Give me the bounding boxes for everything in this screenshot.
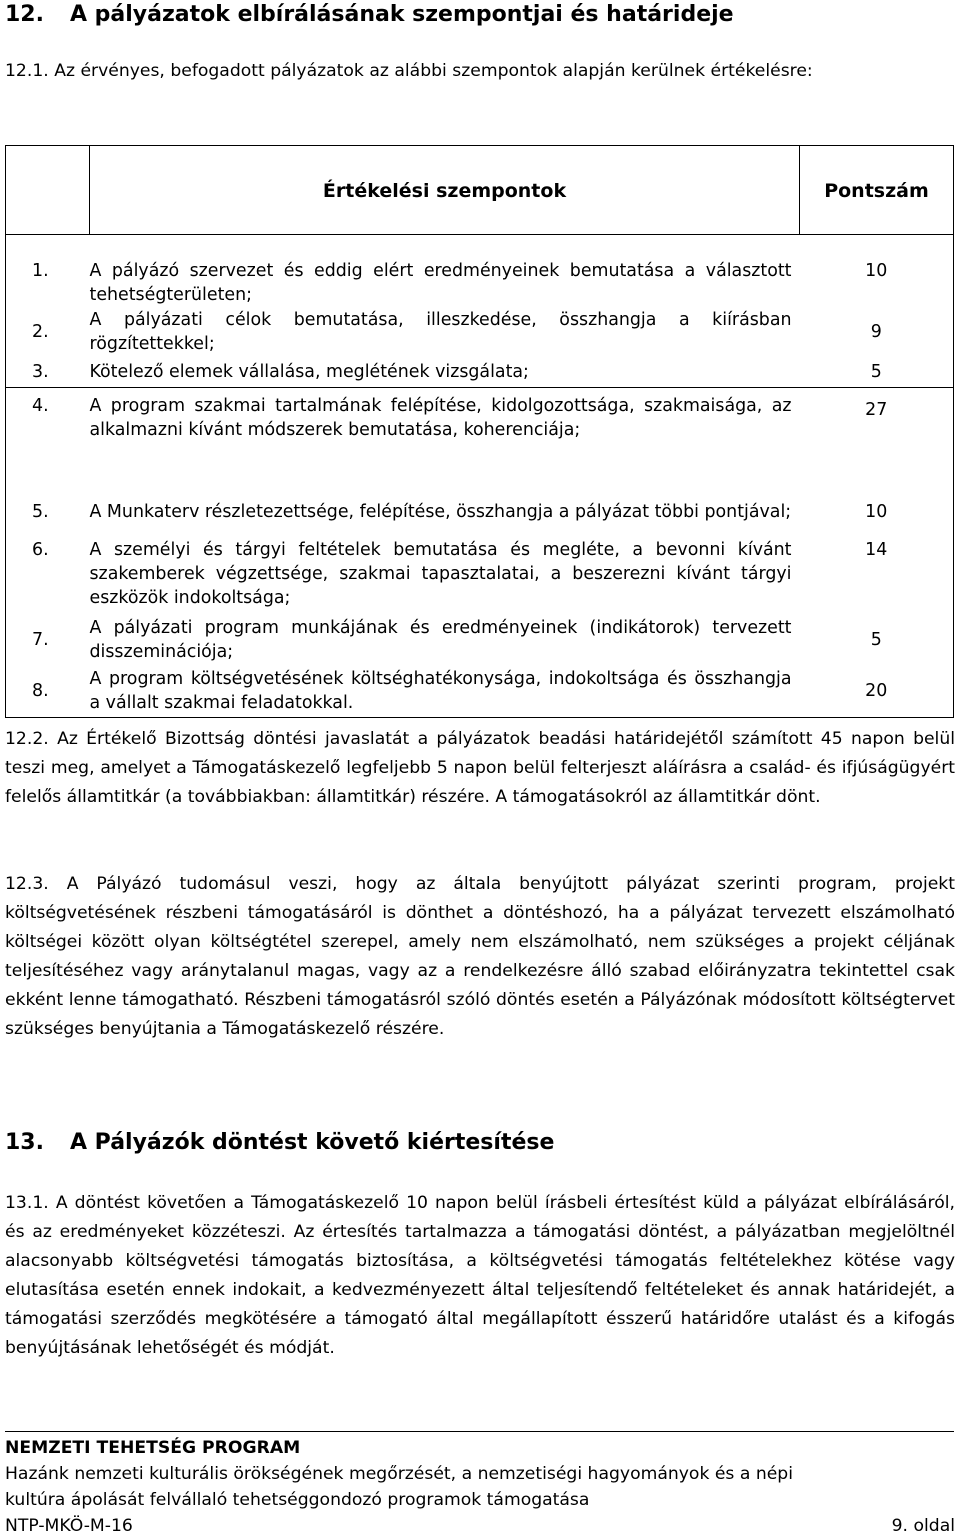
row-criteria: A Munkaterv részletezettsége, felépítése, összhangja a pályázat többi pontjával; xyxy=(89,501,792,522)
paragraph-12-2: 12.2. Az Értékelő Bizottság döntési javaslatát a pályázatok beadási határidejétől számított 45 napon belül teszi meg, amelyet a Támogatáskezelő legfeljebb 5 napon belül felterjeszt aláírásra a család- és ifjúságügyért felelős államtitkár (a továbbiakban: államtitkár) részére. A támogatásokról az államtitkár dönt. xyxy=(5,729,955,807)
footer-line-2: kultúra ápolását felvállaló tehetséggondozó programok támogatása xyxy=(5,1490,590,1510)
section-12-heading xyxy=(5,2,734,27)
section-13-heading xyxy=(5,1130,554,1155)
row-score: 10 xyxy=(800,486,954,538)
footer-title: NEMZETI TEHETSÉG PROGRAM xyxy=(5,1438,301,1458)
row-criteria: A személyi és tárgyi feltételek bemutatása és megléte, a bevonni kívánt szakemberek végzettsége, szakmai tapasztalatai, a beszerezni kívánt tárgyi eszközök indokoltsága; xyxy=(89,539,792,608)
table-row xyxy=(6,614,954,666)
paragraph-13-1: 13.1. A döntést követően a Támogatáskezelő 10 napon belül írásbeli értesítést küld a pályázat elbírálásáról, és az eredményeket közzéteszi. Az értesítés tartalmazza a támogatási döntést, a pályázatban megjelöltnél alacsonyabb költségvetési támogatás biztosítása, a költségvetési támogatás feltételekhez kötése vagy elutasítása esetén ennek indokait, a kedvezményezett által teljesítendő feltételeket és annak határidejét, a támogatási szerződés megkötésére a támogató által megállapított ésszerű határidőre utalást és a kifogás benyújtásának lehetőségét és módját. xyxy=(5,1193,955,1358)
row-number: 8. xyxy=(6,666,90,718)
row-score: 5 xyxy=(800,357,954,388)
section-13-number: 13. xyxy=(5,1130,44,1155)
row-criteria: A program költségvetésének költséghatékonysága, indokoltsága és összhangja a vállalt szakmai feladatokkal. xyxy=(90,666,800,718)
table-header-number xyxy=(6,146,90,235)
row-score: 14 xyxy=(800,538,954,614)
table-header-row xyxy=(6,146,954,235)
table-header-score: Pontszám xyxy=(800,146,954,235)
paragraph-12-3: 12.3. A Pályázó tudomásul veszi, hogy az általa benyújtott pályázat szerinti program, projekt költségvetésének részbeni támogatásáról is dönthet a döntéshozó, ha a pályázat tervezett elszámolható költségei között olyan költségtétel szerepel, amely nem elszámolható, nem szükséges a projekt céljának teljesítéséhez vagy aránytalanul magas, vagy az a rendelkezésre álló szabad előirányzatra tekintettel csak ekként lenne támogatható. Részbeni támogatásról szóló döntés esetén a Pályázónak módosított költségtervet szükséges benyújtania a Támogatáskezelő részére. xyxy=(5,874,955,1039)
evaluation-table xyxy=(5,145,954,718)
table-row xyxy=(6,388,954,486)
row-criteria: A pályázati program munkájának és eredményeinek (indikátorok) tervezett disszeminációja; xyxy=(89,617,792,662)
table-row xyxy=(6,307,954,357)
table-row xyxy=(6,666,954,718)
row-criteria: Kötelező elemek vállalása, meglétének vizsgálata; xyxy=(90,357,800,388)
row-score: 9 xyxy=(800,307,954,357)
paragraph-12-1: 12.1. Az érvényes, befogadott pályázatok az alábbi szempontok alapján kerülnek értékelésre: xyxy=(5,61,813,81)
row-number: 1. xyxy=(6,259,90,307)
section-13-title: A Pályázók döntést követő kiértesítése xyxy=(69,1130,555,1155)
row-criteria: A pályázó szervezet és eddig elért eredményeinek bemutatása a választott tehetségterületen; xyxy=(89,260,792,305)
table-header-criteria: Értékelési szempontok xyxy=(90,146,800,235)
row-score: 10 xyxy=(800,259,954,307)
row-score: 5 xyxy=(800,614,954,666)
section-12-number: 12. xyxy=(5,2,44,27)
row-number: 3. xyxy=(6,357,90,388)
table-row xyxy=(6,357,954,388)
row-number: 6. xyxy=(6,538,90,614)
row-score: 27 xyxy=(800,388,954,486)
row-number: 2. xyxy=(6,307,90,357)
section-12-title: A pályázatok elbírálásának szempontjai és határideje xyxy=(69,2,734,27)
row-criteria: A program szakmai tartalmának felépítése, kidolgozottsága, szakmaisága, az alkalmazni kívánt módszerek bemutatása, koherenciája; xyxy=(89,396,792,440)
footer xyxy=(5,1435,955,1539)
footer-code: NTP-MKÖ-M-16 xyxy=(5,1516,133,1536)
table-row xyxy=(6,486,954,538)
footer-divider xyxy=(5,1431,954,1432)
table-row xyxy=(6,538,954,614)
row-number: 5. xyxy=(6,486,90,538)
row-number: 7. xyxy=(6,614,90,666)
table-row xyxy=(6,259,954,307)
footer-line-1: Hazánk nemzeti kulturális örökségének megőrzését, a nemzetiségi hagyományok és a népi xyxy=(5,1464,793,1484)
footer-page-number: 9. oldal xyxy=(891,1516,955,1536)
row-criteria: A pályázati célok bemutatása, illeszkedése, összhangja a kiírásban rögzítettekkel; xyxy=(89,309,792,354)
row-number: 4. xyxy=(6,388,90,486)
row-score: 20 xyxy=(800,666,954,718)
footer-code-row xyxy=(5,1513,955,1539)
